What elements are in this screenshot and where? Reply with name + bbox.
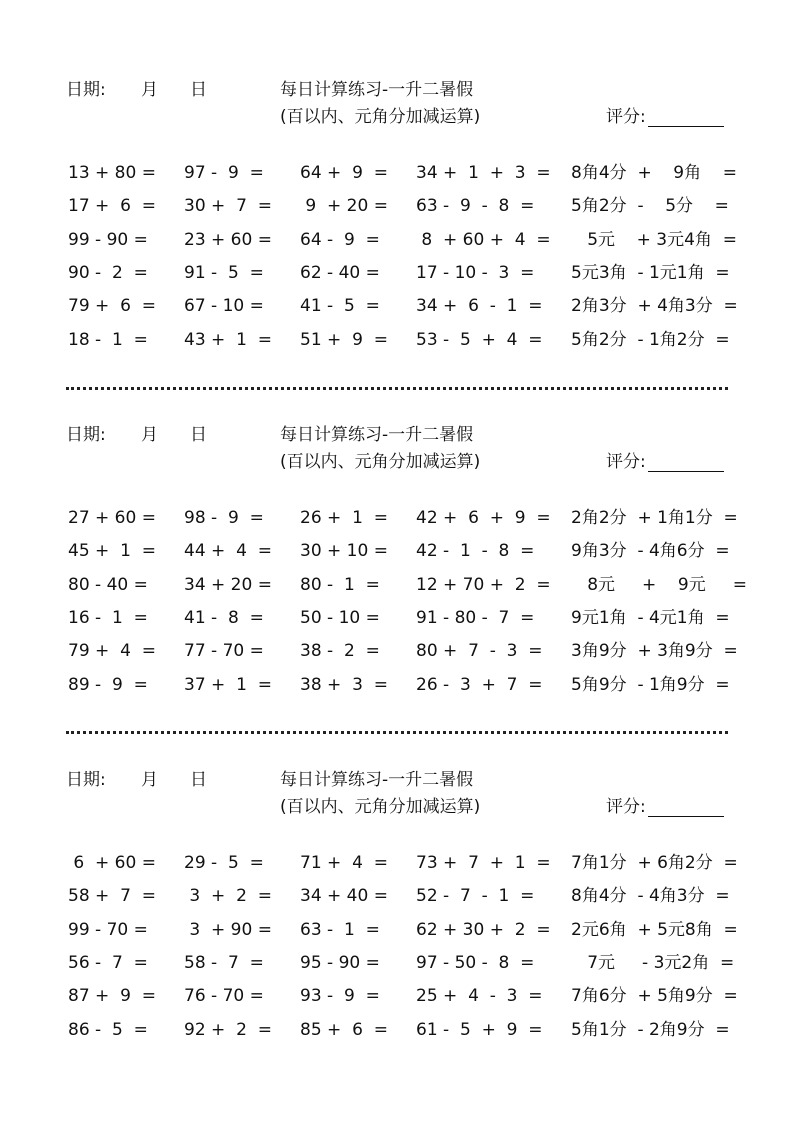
problem: 92 + 2 =: [184, 1020, 272, 1040]
problem: 23 + 60 =: [184, 230, 272, 250]
problem: 93 - 9 =: [300, 986, 380, 1006]
problem: 5角9分 - 1角9分 =: [571, 675, 730, 695]
problem: 3 + 90 =: [184, 920, 272, 940]
problem: 63 - 9 - 8 =: [416, 196, 535, 216]
problem: 67 - 10 =: [184, 296, 264, 316]
problem: 91 - 80 - 7 =: [416, 608, 535, 628]
problem: 25 + 4 - 3 =: [416, 986, 543, 1006]
problem: 7角1分 + 6角2分 =: [571, 853, 738, 873]
problem: 5角2分 - 1角2分 =: [571, 330, 730, 350]
section-divider: [66, 387, 728, 390]
problem: 30 + 10 =: [300, 541, 388, 561]
problem: 95 - 90 =: [300, 953, 380, 973]
problem: 5角2分 - 5分 =: [571, 196, 729, 216]
problem: 99 - 90 =: [68, 230, 148, 250]
problem: 97 - 50 - 8 =: [416, 953, 535, 973]
month-label: 月: [141, 80, 158, 100]
problem: 17 + 6 =: [68, 196, 156, 216]
problem: 12 + 70 + 2 =: [416, 575, 551, 595]
problem: 77 - 70 =: [184, 641, 264, 661]
problem: 34 + 20 =: [184, 575, 272, 595]
problem: 29 - 5 =: [184, 853, 264, 873]
problem: 8角4分 - 4角3分 =: [571, 886, 730, 906]
worksheet-section: [0, 770, 793, 1090]
worksheet-title: 每日计算练习-一升二暑假: [280, 425, 474, 445]
problem: 27 + 60 =: [68, 508, 156, 528]
problem: 99 - 70 =: [68, 920, 148, 940]
problem: 2元6角 + 5元8角 =: [571, 920, 738, 940]
date-label: 日期:: [66, 80, 106, 100]
problem: 8 + 60 + 4 =: [416, 230, 551, 250]
month-label: 月: [141, 425, 158, 445]
problem: 79 + 4 =: [68, 641, 156, 661]
problem: 86 - 5 =: [68, 1020, 148, 1040]
problem: 98 - 9 =: [184, 508, 264, 528]
problem: 8元 + 9元 =: [571, 575, 747, 595]
problem: 16 - 1 =: [68, 608, 148, 628]
problem: 80 - 1 =: [300, 575, 380, 595]
problem: 26 + 1 =: [300, 508, 388, 528]
problem: 64 + 9 =: [300, 163, 388, 183]
score-blank-line: [648, 126, 724, 127]
problem: 42 - 1 - 8 =: [416, 541, 535, 561]
problem: 38 + 3 =: [300, 675, 388, 695]
problem: 79 + 6 =: [68, 296, 156, 316]
problem: 63 - 1 =: [300, 920, 380, 940]
problem: 5元3角 - 1元1角 =: [571, 263, 730, 283]
problem: 7角6分 + 5角9分 =: [571, 986, 738, 1006]
problem: 71 + 4 =: [300, 853, 388, 873]
problem: 6 + 60 =: [68, 853, 156, 873]
problem: 9元1角 - 4元1角 =: [571, 608, 730, 628]
problem: 61 - 5 + 9 =: [416, 1020, 543, 1040]
problem: 9 + 20 =: [300, 196, 388, 216]
day-label: 日: [190, 80, 207, 100]
problem: 90 - 2 =: [68, 263, 148, 283]
problem: 97 - 9 =: [184, 163, 264, 183]
problem: 91 - 5 =: [184, 263, 264, 283]
problem: 53 - 5 + 4 =: [416, 330, 543, 350]
problem: 41 - 5 =: [300, 296, 380, 316]
problem: 37 + 1 =: [184, 675, 272, 695]
score-blank-line: [648, 816, 724, 817]
worksheet-subtitle: (百以内、元角分加减运算): [280, 452, 481, 472]
day-label: 日: [190, 425, 207, 445]
problem: 17 - 10 - 3 =: [416, 263, 535, 283]
problem: 62 - 40 =: [300, 263, 380, 283]
problem: 2角3分 + 4角3分 =: [571, 296, 738, 316]
problem: 45 + 1 =: [68, 541, 156, 561]
problem: 7元 - 3元2角 =: [571, 953, 735, 973]
problem: 26 - 3 + 7 =: [416, 675, 543, 695]
problem: 73 + 7 + 1 =: [416, 853, 551, 873]
problem: 76 - 70 =: [184, 986, 264, 1006]
score-label: 评分:: [606, 797, 646, 817]
problem: 34 + 6 - 1 =: [416, 296, 543, 316]
worksheet-subtitle: (百以内、元角分加减运算): [280, 797, 481, 817]
problem: 85 + 6 =: [300, 1020, 388, 1040]
section-divider: [66, 731, 728, 734]
problem: 64 - 9 =: [300, 230, 380, 250]
problem: 44 + 4 =: [184, 541, 272, 561]
problem: 34 + 1 + 3 =: [416, 163, 551, 183]
score-label: 评分:: [606, 107, 646, 127]
problem: 50 - 10 =: [300, 608, 380, 628]
problem: 51 + 9 =: [300, 330, 388, 350]
day-label: 日: [190, 770, 207, 790]
score-label: 评分:: [606, 452, 646, 472]
worksheet-title: 每日计算练习-一升二暑假: [280, 80, 474, 100]
problem: 8角4分 + 9角 =: [571, 163, 737, 183]
problem: 43 + 1 =: [184, 330, 272, 350]
problem: 38 - 2 =: [300, 641, 380, 661]
problem: 30 + 7 =: [184, 196, 272, 216]
problem: 5元 + 3元4角 =: [571, 230, 737, 250]
problem: 3 + 2 =: [184, 886, 272, 906]
worksheet-title: 每日计算练习-一升二暑假: [280, 770, 474, 790]
worksheet-subtitle: (百以内、元角分加减运算): [280, 107, 481, 127]
problem: 56 - 7 =: [68, 953, 148, 973]
date-label: 日期:: [66, 770, 106, 790]
problem: 13 + 80 =: [68, 163, 156, 183]
problem: 34 + 40 =: [300, 886, 388, 906]
problem: 42 + 6 + 9 =: [416, 508, 551, 528]
problem: 80 + 7 - 3 =: [416, 641, 543, 661]
problem: 58 - 7 =: [184, 953, 264, 973]
worksheet-section: [0, 80, 793, 400]
problem: 3角9分 + 3角9分 =: [571, 641, 738, 661]
problem: 87 + 9 =: [68, 986, 156, 1006]
problem: 52 - 7 - 1 =: [416, 886, 535, 906]
problem: 89 - 9 =: [68, 675, 148, 695]
problem: 9角3分 - 4角6分 =: [571, 541, 730, 561]
problem: 80 - 40 =: [68, 575, 148, 595]
date-label: 日期:: [66, 425, 106, 445]
problem: 18 - 1 =: [68, 330, 148, 350]
score-blank-line: [648, 471, 724, 472]
problem: 62 + 30 + 2 =: [416, 920, 551, 940]
problem: 41 - 8 =: [184, 608, 264, 628]
problem: 5角1分 - 2角9分 =: [571, 1020, 730, 1040]
worksheet-section: [0, 425, 793, 745]
problem: 2角2分 + 1角1分 =: [571, 508, 738, 528]
problem: 58 + 7 =: [68, 886, 156, 906]
month-label: 月: [141, 770, 158, 790]
